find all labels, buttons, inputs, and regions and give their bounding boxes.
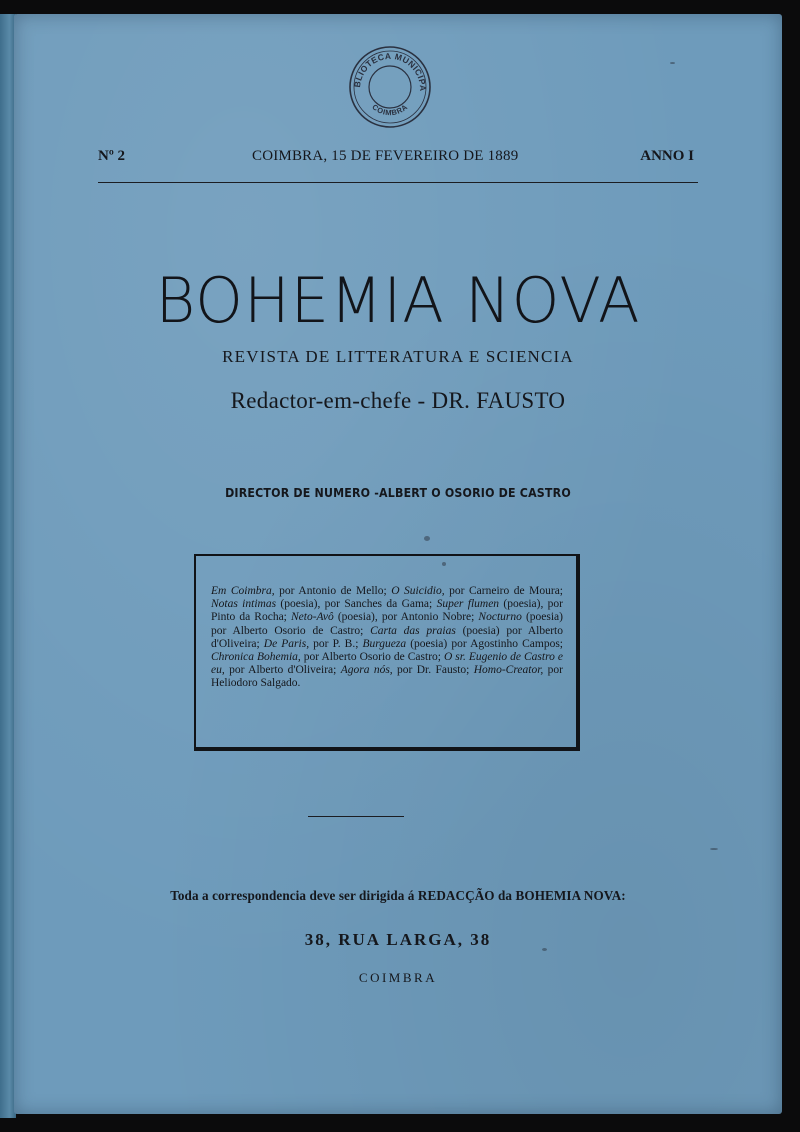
contents-entry-title: Em Coimbra, [211, 585, 275, 597]
issue-date: COIMBRA, 15 DE FEVEREIRO DE 1889 [252, 148, 519, 164]
svg-text:BIBLIOTECA MUNICIPAL [348, 45, 428, 92]
issue-number: Nº 2 [98, 148, 126, 164]
correspondence-notice: Toda a correspondencia deve ser dirigida á REDACÇÃO da BOHEMIA NOVA: [170, 889, 626, 904]
stamp-seal-icon [348, 45, 432, 129]
svg-text:COIMBRA [370, 102, 409, 117]
stamp-outer-text: BLIOTECA MUNICIPA [351, 50, 429, 92]
contents-entry-author: por Heliodoro Salgado. [211, 664, 563, 690]
contents-entry-author: (poesia), por Antonio Nobre; [333, 611, 479, 624]
contents-entry-title: Carta das praias [370, 624, 456, 637]
magazine-title: BOHEMIA NOVA [155, 264, 641, 337]
contents-entry-author: por Antonio de Mello; [274, 585, 392, 597]
contents-entry-title: Agora nós, [340, 664, 393, 677]
contents-entry-author: por Alberto d'Oliveira; [224, 664, 341, 677]
contents-entry-title: O sr. Eugenio de Castro e eu, [211, 651, 564, 677]
contents-entry-title: Chronica Bohemia, [211, 651, 301, 664]
issue-volume: ANNO I [640, 148, 694, 164]
contents-entry-title: Homo-Creator, [473, 664, 544, 677]
header-divider [98, 182, 698, 183]
issue-header [98, 148, 698, 170]
contents-entry-title: Nocturno [478, 611, 522, 624]
magazine-cover [14, 14, 782, 1114]
library-stamp [348, 45, 432, 129]
contents-entry-title: De Paris, [263, 637, 310, 650]
contents-entry-author: (poesia) por Alberto d'Oliveira; [211, 624, 564, 650]
paper-speck [442, 562, 446, 566]
stamp-inner-text: COIMBRA [370, 102, 410, 118]
contents-box [194, 554, 580, 751]
contents-entry-author: (poesia) por Alberto Osorio de Castro; [211, 611, 563, 637]
issue-director: DIRECTOR DE NUMERO -ALBERT O OSORIO DE CASTRO [225, 486, 571, 500]
contents-entry-title: Notas intimas [211, 598, 277, 611]
contents-entry-author: (poesia), por Sanches da Gama; [276, 598, 437, 611]
paper-speck [710, 848, 718, 850]
section-divider [308, 816, 404, 817]
contents-entry-author: (poesia) por Agostinho Campos; [406, 637, 563, 650]
contents-entry-title: Burgueza [362, 637, 407, 650]
contents-entry-author: por Alberto Osorio de Castro; [300, 651, 444, 664]
contents-entry-author: por Carneiro de Moura; [444, 585, 563, 597]
contents-entry-author: por P. B.; [309, 637, 363, 650]
paper-speck [424, 536, 430, 541]
paper-speck [542, 948, 547, 951]
contents-entry-title: O Suicidio, [391, 585, 445, 597]
editorial-city: COIMBRA [358, 970, 438, 985]
table-of-contents [211, 585, 563, 691]
magazine-subtitle: REVISTA DE LITTERATURA E SCIENCIA [222, 347, 574, 366]
editor-in-chief: Redactor-em-chefe - DR. FAUSTO [230, 388, 566, 413]
contents-entry-title: Super flumen [436, 598, 500, 611]
contents-entry-author: (poesia), por Pinto da Rocha; [211, 598, 563, 624]
contents-entry-author: por Dr. Fausto; [392, 664, 474, 677]
contents-entry-title: Neto-Avô [290, 611, 334, 624]
paper-speck [670, 62, 675, 64]
editorial-address: 38, RUA LARGA, 38 [304, 930, 492, 949]
